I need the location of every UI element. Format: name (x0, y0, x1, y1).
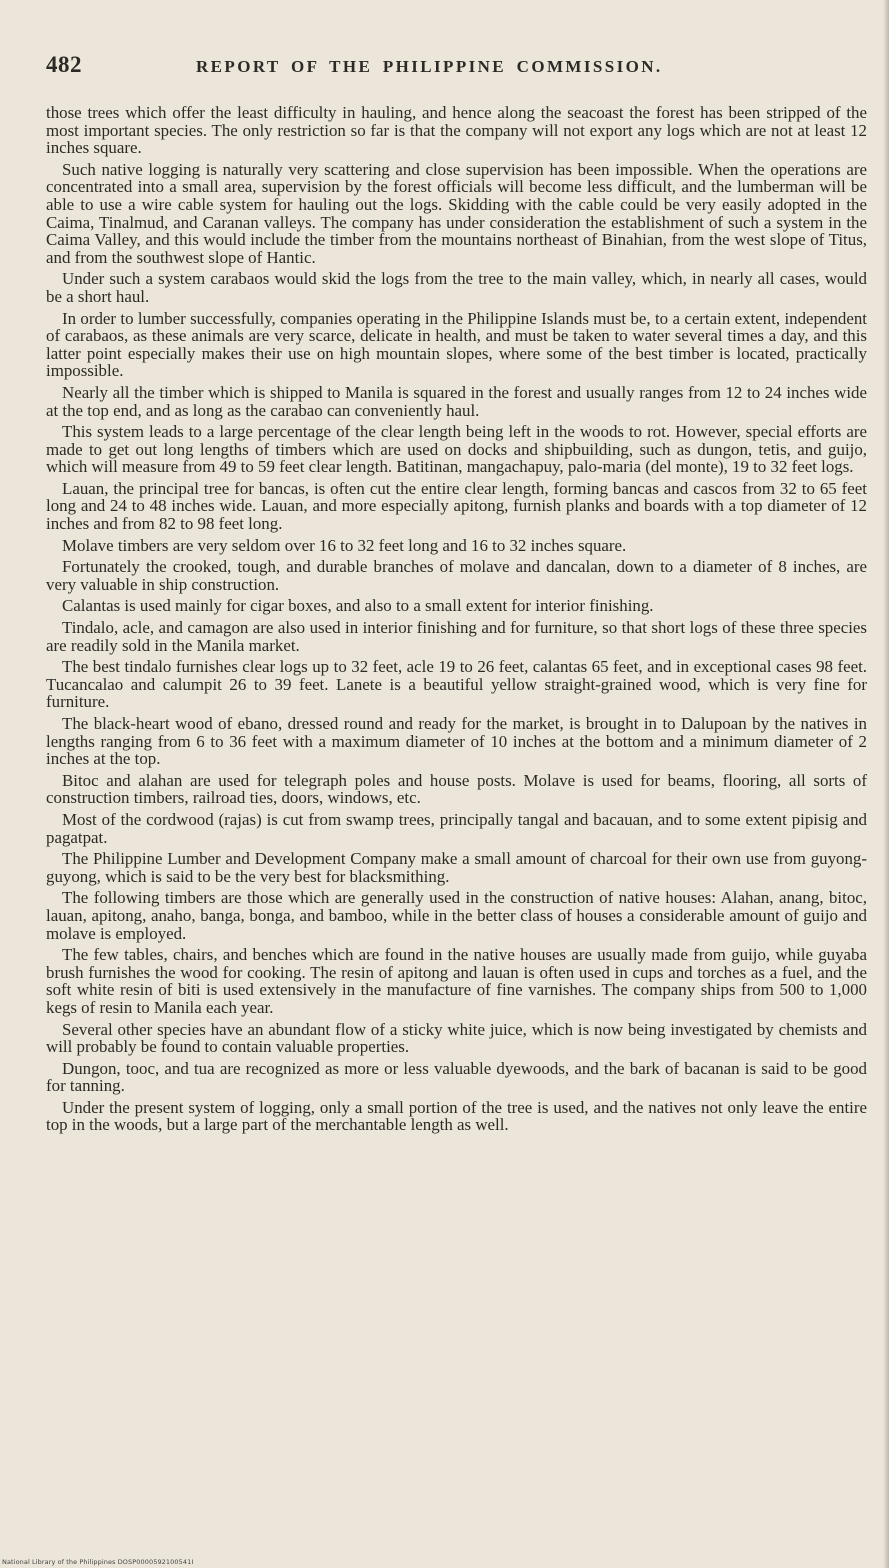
running-head: REPORT OF THE PHILIPPINE COMMISSION. (196, 57, 663, 76)
paragraph: Under the present system of logging, only a small portion of the tree is used, and the natives not only leave the entire top in the woods, but a large part of the merchantable length as well. (46, 1097, 867, 1135)
paragraph: The following timbers are those which are generally used in the construction of native houses: Alahan, anang, bitoc, lauan, apitong, anaho, banga, bonga, and bamboo, while in the better class of houses a considerable amount of guijo and molave is employed. (46, 888, 867, 943)
paragraph: The few tables, chairs, and benches which are found in the native houses are usually made from guijo, while guyaba brush furnishes the wood for cooking. The resin of apitong and lauan is often used in cups and torches as a fuel, and the soft white resin of biti is used extensively in the manufacture of fine varnishes. The company ships from 500 to 1,000 kegs of resin to Manila each year. (46, 945, 867, 1017)
paragraph: The Philippine Lumber and Development Company make a small amount of charcoal for their own use from guyong-guyong, which is said to be the very best for blacksmithing. (46, 849, 867, 886)
paragraph: The best tindalo furnishes clear logs up to 32 feet, acle 19 to 26 feet, calantas 65 feet, and in exceptional cases 98 feet. Tucancalao and calumpit 26 to 39 feet. Lanete is a beautiful yellow straight-grained wood, which is very fine for furniture. (46, 657, 867, 712)
body-text (46, 104, 867, 1134)
paragraph: Lauan, the principal tree for bancas, is often cut the entire clear length, forming bancas and cascos from 32 to 65 feet long and 24 to 48 inches wide. Lauan, and more especially apitong, furnish planks and boards with a top diameter of 12 inches and from 82 to 98 feet long. (46, 478, 867, 534)
paragraph: Such native logging is naturally very scattering and close supervision has been impossible. When the operations are concentrated into a small area, supervision by the forest officials will become less difficult, and the lumberman will be able to use a wire cable system for hauling out the logs. Skidding with the cable could be very easily adopted in the Caima, Tinalmud, and Caranan valleys. The company has under consideration the establishment of such a system in the Caima Valley, and this would include the timber from the mountains northeast of Binahian, from the west slope of Titus, and from the southwest slope of Hantic. (46, 159, 867, 267)
page-edge-shadow (883, 0, 889, 1568)
paragraph: Molave timbers are very seldom over 16 to 32 feet long and 16 to 32 inches square. (62, 535, 627, 555)
scan-credit: National Library of the Philippines DOSP0000592100541I (2, 1558, 194, 1566)
page-number: 482 (46, 52, 82, 77)
paragraph: The black-heart wood of ebano, dressed round and ready for the market, is brought in to Dalupoan by the natives in lengths ranging from 6 to 36 feet with a maximum diameter of 10 inches at the bottom and a minimum diameter of 2 inches at the top. (46, 714, 867, 769)
paragraph: Calantas is used mainly for cigar boxes, and also to a small extent for interior finishing. (62, 596, 654, 616)
paragraph: Nearly all the timber which is shipped to Manila is squared in the forest and usually ranges from 12 to 24 inches wide at the top end, and as long as the carabao can conveniently haul. (46, 382, 867, 420)
paragraph: Bitoc and alahan are used for telegraph poles and house posts. Molave is used for beams, flooring, all sorts of construction timbers, railroad ties, doors, windows, etc. (46, 770, 867, 808)
paragraph: those trees which offer the least difficulty in hauling, and hence along the seacoast the forest has been stripped of the most important species. The only restriction so far is that the company will not export any logs which are not at least 12 inches square. (46, 103, 867, 158)
paragraph: Dungon, tooc, and tua are recognized as more or less valuable dyewoods, and the bark of bacanan is said to be good for tanning. (46, 1058, 867, 1096)
paragraph: Under such a system carabaos would skid the logs from the tree to the main valley, which, in nearly all cases, would be a short haul. (46, 269, 867, 306)
paragraph: Fortunately the crooked, tough, and durable branches of molave and dancalan, down to a diameter of 8 inches, are very valuable in ship construction. (46, 557, 867, 594)
page-header (46, 52, 867, 90)
paragraph: Tindalo, acle, and camagon are also used in interior finishing and for furniture, so that short logs of these three species are readily sold in the Manila market. (46, 618, 867, 655)
paragraph: Several other species have an abundant flow of a sticky white juice, which is now being investigated by chemists and will probably be found to contain valuable properties. (46, 1019, 867, 1057)
paragraph: This system leads to a large percentage of the clear length being left in the woods to rot. However, special efforts are made to get out long lengths of timbers which are used on docks and shipbuilding, such as dungon, tetis, and guijo, which will measure from 49 to 59 feet clear length. Batitinan, mangachapuy, palo-maria (del monte), 19 to 32 feet logs. (46, 422, 867, 477)
paragraph: In order to lumber successfully, companies operating in the Philippine Islands must be, to a certain extent, independent of carabaos, as these animals are very scarce, delicate in health, and must be taken to water several times a day, and this latter point especially makes their use on high mountain slopes, where some of the best timber is located, practically impossible. (46, 308, 867, 381)
paragraph: Most of the cordwood (rajas) is cut from swamp trees, principally tangal and bacauan, and to some extent pipisig and pagatpat. (46, 809, 867, 847)
